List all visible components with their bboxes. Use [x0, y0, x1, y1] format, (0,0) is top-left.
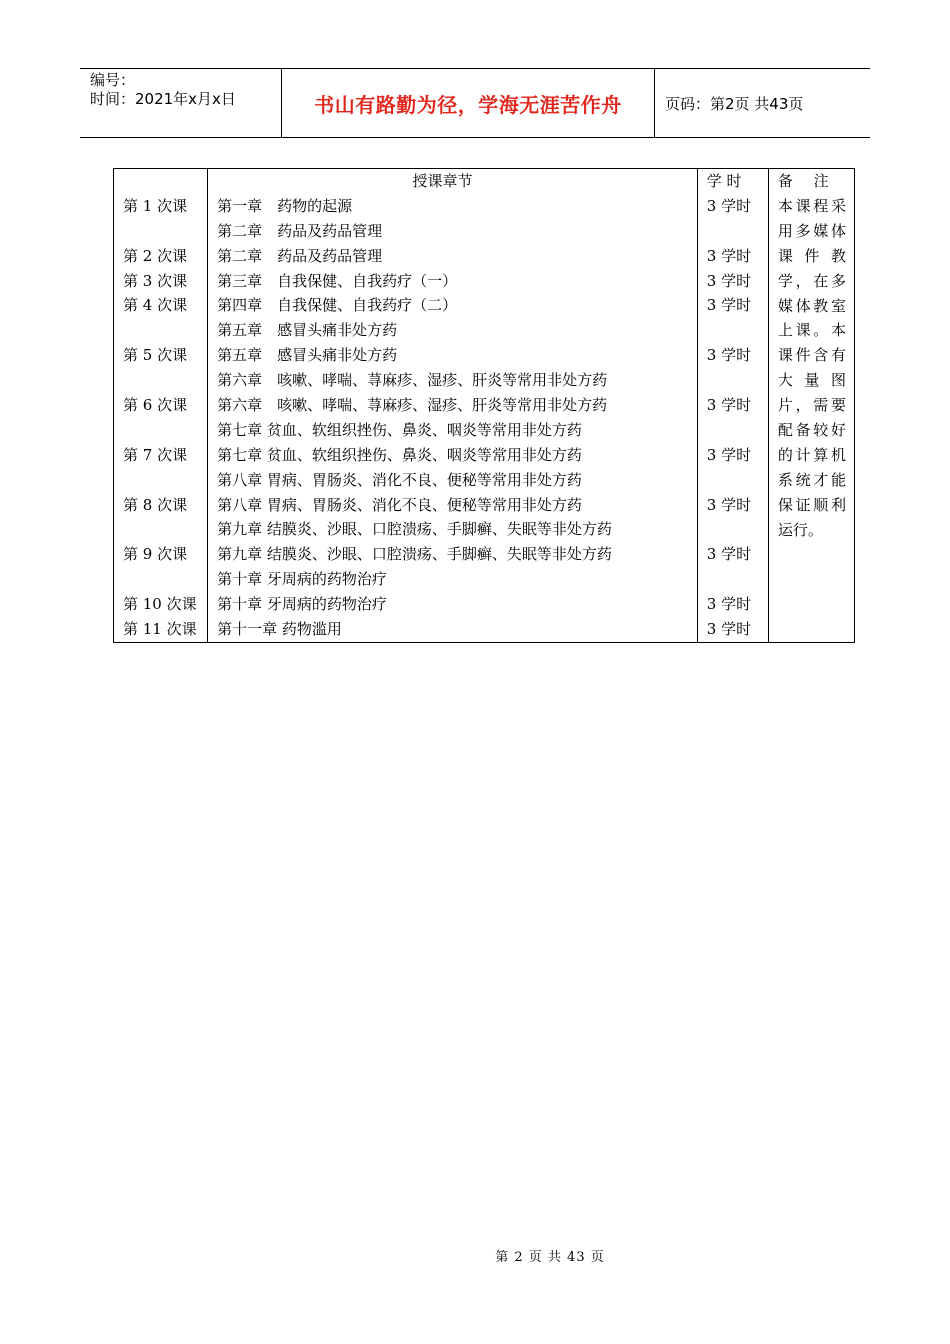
session-cell-text: 第 5 次课 — [123, 346, 188, 365]
header-motto-cell — [282, 69, 655, 137]
hours-cell-text — [698, 468, 768, 493]
hours-cell-text: 3 学时 — [706, 396, 752, 415]
hours-cell-text: 3 学时 — [706, 196, 752, 215]
chapter-cell-text: 第九章 结膜炎、沙眼、口腔溃疡、手脚癣、失眠等非处方药 — [217, 520, 612, 539]
session-column — [114, 169, 208, 643]
hours-cell-text — [698, 318, 768, 343]
course-schedule-table — [113, 168, 855, 643]
chapter-cell-text: 第四章 自我保健、自我药疗（二） — [217, 296, 458, 315]
chapter-cell-text: 第七章 贫血、软组织挫伤、鼻炎、咽炎等常用非处方药 — [217, 420, 582, 439]
header-page-cell — [655, 69, 870, 137]
session-cell-text — [114, 567, 207, 592]
hours-cell-text — [698, 567, 768, 592]
session-cell-text — [114, 517, 207, 542]
remark-column — [768, 169, 854, 643]
hours-cell-text: 3 学时 — [706, 346, 752, 365]
session-cell-text: 第 11 次课 — [123, 620, 197, 639]
remark-column-header: 备 注 — [777, 172, 837, 190]
hours-column-header: 学 时 — [706, 172, 742, 190]
document-date-label: 时间：2021年x月x日 — [90, 90, 236, 108]
session-cell-text: 第 4 次课 — [123, 296, 188, 315]
chapter-cell-text: 第二章 药品及药品管理 — [217, 221, 383, 240]
chapter-cell-text: 第三章 自我保健、自我药疗（一） — [217, 271, 458, 290]
session-header-cell — [114, 169, 207, 194]
hours-cell-text — [698, 418, 768, 443]
chapter-cell-text: 第二章 药品及药品管理 — [217, 246, 383, 265]
hours-cell-text: 3 学时 — [706, 620, 752, 639]
chapter-cell-text: 第十章 牙周病的药物治疗 — [217, 570, 387, 589]
page-footer: 第 2 页 共 43 页 — [495, 1250, 605, 1265]
session-cell-text — [114, 318, 207, 343]
chapter-cell-text: 第八章 胃病、胃肠炎、消化不良、便秘等常用非处方药 — [217, 470, 582, 489]
hours-cell-text: 3 学时 — [706, 595, 752, 614]
remark-text: 本课程采用多媒体课件教学，在多媒体教室上课。本课件含有大量图片，需要配备较好的计算机系统才能保证顺利运行。 — [777, 196, 846, 539]
chapter-column-header: 授课章节 — [412, 172, 473, 190]
session-cell-text: 第 3 次课 — [123, 271, 188, 290]
document-code-label: 编号： — [90, 71, 136, 89]
chapter-cell-text: 第六章 咳嗽、哮喘、荨麻疹、湿疹、肝炎等常用非处方药 — [217, 396, 608, 415]
hours-cell-text: 3 学时 — [706, 296, 752, 315]
session-cell-text: 第 2 次课 — [123, 246, 188, 265]
hours-cell-text: 3 学时 — [706, 545, 752, 564]
header-meta — [80, 69, 282, 137]
chapter-cell-text: 第七章 贫血、软组织挫伤、鼻炎、咽炎等常用非处方药 — [217, 445, 582, 464]
chapter-cell-text: 第十章 牙周病的药物治疗 — [217, 595, 387, 614]
chapter-cell-text: 第五章 感冒头痛非处方药 — [217, 321, 398, 340]
header-motto: 书山有路勤为径，学海无涯苦作舟 — [314, 92, 622, 117]
hours-cell-text: 3 学时 — [706, 445, 752, 464]
session-cell-text: 第 7 次课 — [123, 445, 188, 464]
hours-cell-text: 3 学时 — [706, 271, 752, 290]
chapter-cell-text: 第九章 结膜炎、沙眼、口腔溃疡、手脚癣、失眠等非处方药 — [217, 545, 612, 564]
session-cell-text: 第 9 次课 — [123, 545, 188, 564]
table-body-row — [114, 169, 855, 643]
session-cell-text: 第 8 次课 — [123, 495, 188, 514]
chapter-column — [208, 169, 698, 643]
session-cell-text — [114, 468, 207, 493]
session-cell-text — [114, 368, 207, 393]
page-header — [80, 68, 870, 138]
chapter-cell-text: 第六章 咳嗽、哮喘、荨麻疹、湿疹、肝炎等常用非处方药 — [217, 371, 608, 390]
hours-cell-text — [698, 219, 768, 244]
session-cell-text — [114, 418, 207, 443]
session-cell-text — [114, 219, 207, 244]
header-page-number: 页码：第2页 共43页 — [665, 94, 804, 113]
session-cell-text: 第 6 次课 — [123, 396, 188, 415]
hours-cell-text: 3 学时 — [706, 246, 752, 265]
session-cell-text: 第 1 次课 — [123, 196, 188, 215]
hours-cell-text: 3 学时 — [706, 495, 752, 514]
chapter-cell-text: 第五章 感冒头痛非处方药 — [217, 346, 398, 365]
chapter-cell-text: 第十一章 药物滥用 — [217, 620, 342, 639]
chapter-cell-text: 第八章 胃病、胃肠炎、消化不良、便秘等常用非处方药 — [217, 495, 582, 514]
session-cell-text: 第 10 次课 — [123, 595, 197, 614]
hours-cell-text — [698, 368, 768, 393]
hours-cell-text — [698, 517, 768, 542]
chapter-cell-text: 第一章 药物的起源 — [217, 196, 353, 215]
hours-column — [697, 169, 768, 643]
